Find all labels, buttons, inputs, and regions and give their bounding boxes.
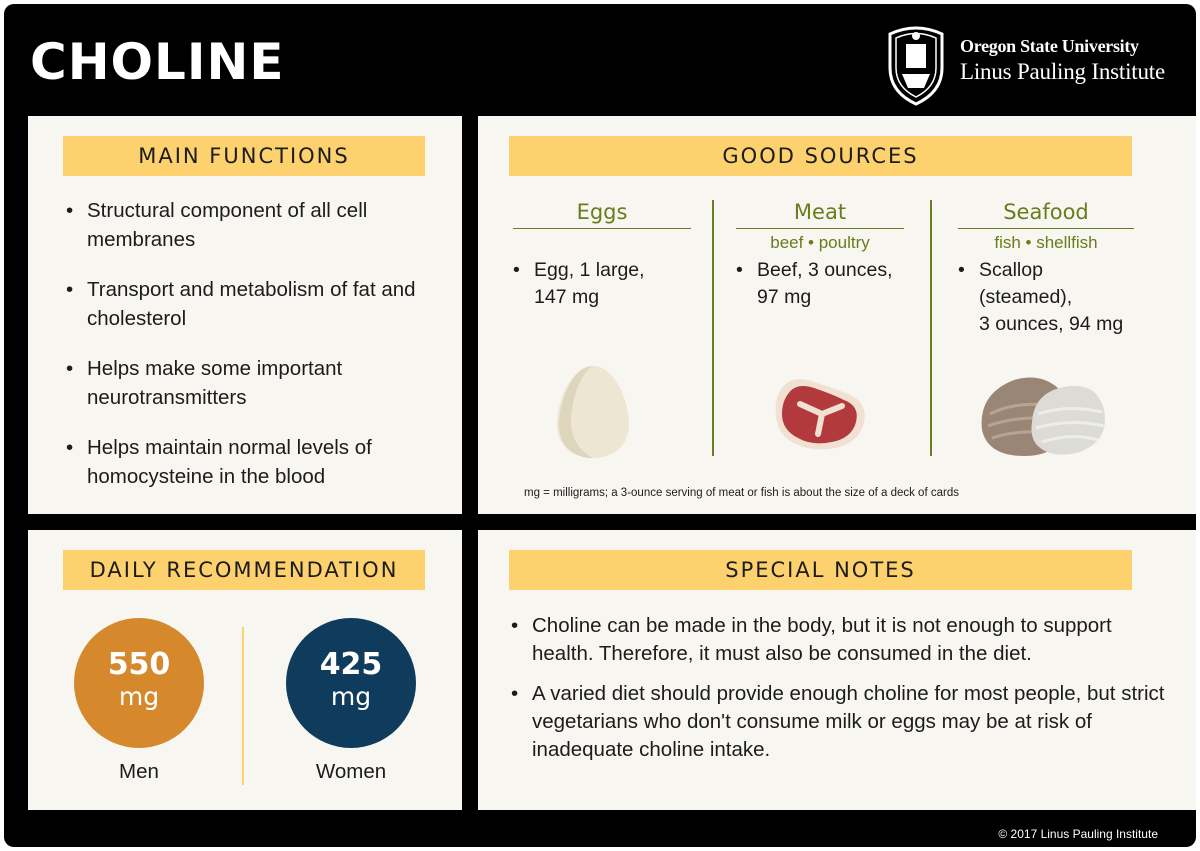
source-item: [958, 257, 1134, 338]
source-item-line: 97 mg: [757, 286, 812, 308]
daily-recommendation-panel: [28, 530, 462, 810]
column-divider: [242, 627, 244, 785]
copyright-notice: © 2017 Linus Pauling Institute: [998, 827, 1158, 841]
women-label: Women: [315, 760, 387, 783]
main-functions-list: [66, 196, 446, 512]
column-divider: [930, 200, 932, 456]
main-functions-panel: [28, 116, 462, 514]
men-amount-badge: [74, 618, 204, 748]
list-item: • Helps make some important neurotransmitters: [66, 354, 446, 412]
source-item-line: 3 ounces, 94 mg: [979, 313, 1124, 335]
list-item: • Structural component of all cell membranes: [66, 196, 446, 254]
daily-recommendation-heading: DAILY RECOMMENDATION: [63, 550, 425, 590]
source-item-line: Egg, 1 large,: [534, 259, 645, 281]
source-name: Meat: [736, 200, 904, 229]
source-item-line: (steamed),: [979, 286, 1073, 308]
egg-icon: [553, 362, 633, 462]
source-subtitle: fish • shellfish: [994, 233, 1098, 252]
source-items: [513, 257, 691, 311]
special-notes-heading: SPECIAL NOTES: [509, 550, 1132, 590]
page-title: CHOLINE: [30, 33, 285, 91]
serving-footnote: mg = milligrams; a 3-ounce serving of meat or fish is about the size of a deck of cards: [524, 487, 959, 499]
men-label: Men: [119, 760, 159, 783]
logo-line-university: Oregon State University: [960, 36, 1139, 56]
source-name: Seafood: [958, 200, 1134, 229]
women-amount-value: 425: [319, 647, 383, 682]
osu-seal-icon: [884, 22, 948, 106]
source-column-eggs: [513, 200, 691, 311]
men-amount-value: 550: [107, 647, 171, 682]
good-sources-panel: [478, 116, 1196, 514]
clam-shell-icon: [976, 370, 1110, 460]
source-name: Eggs: [513, 200, 691, 229]
logo-line-institute: Linus Pauling Institute: [960, 59, 1165, 84]
special-notes-list: [511, 612, 1171, 776]
source-item: [513, 257, 691, 311]
source-item-line: Beef, 3 ounces,: [757, 259, 893, 281]
list-item: • Helps maintain normal levels of homocysteine in the blood: [66, 433, 446, 491]
source-item: [736, 257, 904, 311]
osu-lpi-logo: [884, 22, 1174, 106]
list-item: • A varied diet should provide enough choline for most people, but strict vegetarians who don't consume milk or eggs may be at risk of inadequate choline intake.: [511, 680, 1171, 764]
list-item: • Transport and metabolism of fat and cholesterol: [66, 275, 446, 333]
infographic-card: [4, 4, 1196, 847]
source-items: [958, 257, 1134, 338]
source-item-line: Scallop: [979, 259, 1043, 281]
list-item: • Choline can be made in the body, but it is not enough to support health. Therefore, it must also be consumed in the diet.: [511, 612, 1171, 668]
source-column-meat: [736, 200, 904, 311]
source-subtitle: beef • poultry: [770, 233, 870, 252]
good-sources-heading: GOOD SOURCES: [509, 136, 1132, 176]
source-subtitle: [513, 229, 691, 257]
men-amount-unit: mg: [118, 682, 160, 711]
main-functions-heading: MAIN FUNCTIONS: [63, 136, 425, 176]
women-amount-unit: mg: [330, 682, 372, 711]
column-divider: [712, 200, 714, 456]
special-notes-panel: [478, 530, 1196, 810]
steak-icon: [772, 372, 870, 454]
source-item-line: 147 mg: [534, 286, 600, 308]
women-amount-badge: [286, 618, 416, 748]
source-column-seafood: [958, 200, 1134, 338]
source-items: [736, 257, 904, 311]
